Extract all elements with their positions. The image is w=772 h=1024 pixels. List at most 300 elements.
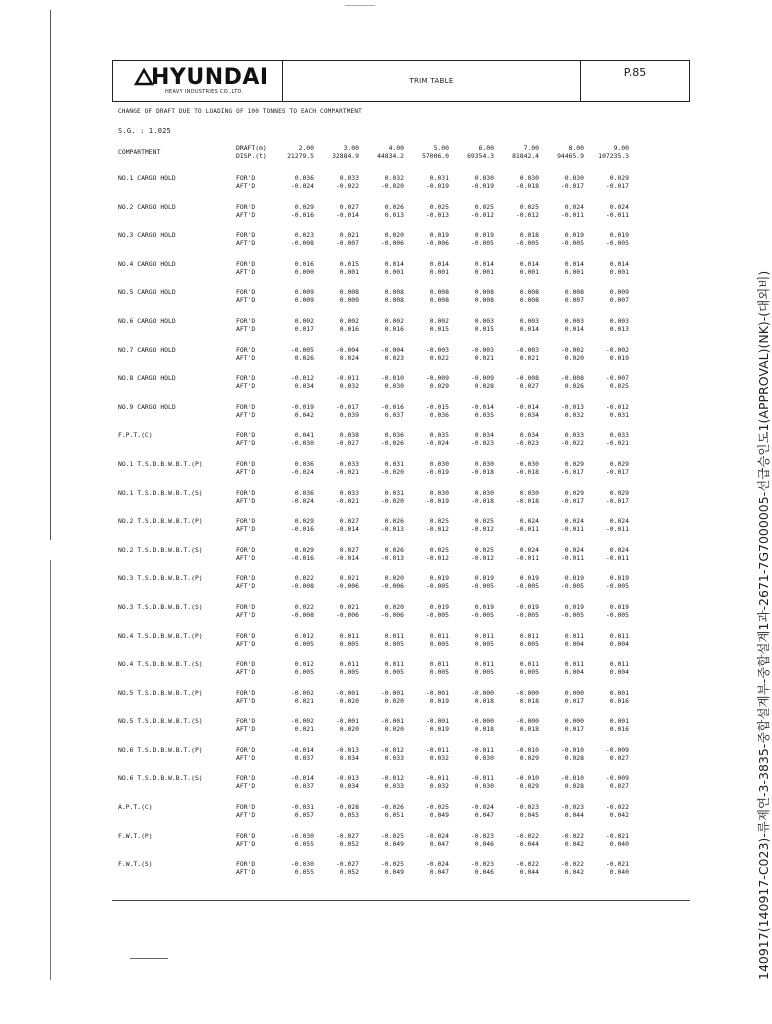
ford-value: -0.005 [290, 345, 314, 354]
compartment-name: NO.5 T.S.D.B.W.B.T.(P) [118, 688, 203, 697]
aftd-value: 0.018 [474, 725, 494, 734]
ford-value: 0.024 [519, 517, 539, 526]
aftd-value: -0.012 [470, 553, 494, 562]
ford-value: -0.004 [335, 345, 359, 354]
ford-value: 0.029 [564, 459, 584, 468]
aftd-value: -0.023 [515, 439, 539, 448]
aftd-value: 0.027 [609, 782, 629, 791]
draft-value: 3.00 [343, 144, 359, 152]
table-row [118, 546, 678, 575]
aftd-value: 0.019 [609, 353, 629, 362]
ford-value: 0.011 [474, 631, 494, 640]
ford-value: 0.025 [519, 202, 539, 211]
aftd-value: 0.001 [609, 267, 629, 276]
aftd-label: AFT'D [236, 582, 256, 591]
ford-value: 0.008 [564, 288, 584, 297]
ford-label: FOR'D [236, 688, 256, 697]
ford-value: 0.012 [294, 660, 314, 669]
ford-value: -0.028 [335, 803, 359, 812]
aftd-value: 0.033 [384, 753, 404, 762]
aftd-value: 0.037 [384, 410, 404, 419]
ford-value: 0.030 [474, 488, 494, 497]
aftd-value: 0.009 [339, 296, 359, 305]
aftd-value: 0.032 [429, 753, 449, 762]
aftd-value: 0.046 [474, 839, 494, 848]
ford-value: 0.014 [564, 259, 584, 268]
aftd-value: -0.011 [560, 525, 584, 534]
logo-subtext: HEAVY INDUSTRIES CO.,LTD. [165, 89, 244, 95]
ford-value: 0.002 [429, 316, 449, 325]
aftd-value: 0.032 [429, 782, 449, 791]
disp-value: 57006.0 [422, 152, 449, 160]
table-row [118, 860, 678, 889]
ford-value: -0.023 [470, 831, 494, 840]
ford-value: 0.027 [339, 202, 359, 211]
aftd-value: -0.005 [560, 582, 584, 591]
aftd-value: 0.005 [474, 639, 494, 648]
aftd-label: AFT'D [236, 610, 256, 619]
compartment-name: NO.5 CARGO HOLD [118, 288, 176, 297]
ford-value: 0.033 [339, 488, 359, 497]
compartment-name: F.W.T.(S) [118, 860, 153, 869]
aftd-value: 0.042 [564, 839, 584, 848]
ford-value: 0.041 [294, 431, 314, 440]
compartment-name: NO.2 CARGO HOLD [118, 202, 176, 211]
aftd-value: 0.019 [429, 725, 449, 734]
aftd-value: -0.005 [515, 582, 539, 591]
ford-value: 0.003 [474, 316, 494, 325]
ford-value: 0.019 [474, 231, 494, 240]
ford-value: -0.025 [380, 860, 404, 869]
ford-value: -0.012 [380, 774, 404, 783]
aftd-value: 0.032 [564, 410, 584, 419]
ford-value: 0.036 [294, 459, 314, 468]
ford-value: 0.015 [339, 259, 359, 268]
ford-value: -0.008 [560, 374, 584, 383]
aftd-value: -0.013 [425, 210, 449, 219]
aftd-label: AFT'D [236, 296, 256, 305]
ford-label: FOR'D [236, 631, 256, 640]
ford-value: 0.034 [474, 431, 494, 440]
ford-value: 0.000 [564, 688, 584, 697]
side-stamp-text: 140917(140917-C023)-류제연-3-3835-중합설계부-중합설계1과-2671-7G7000005-선급승인도1(APPROVAL)(NK)-(대외비) [756, 270, 771, 980]
table-row [118, 317, 678, 346]
table-row [118, 832, 678, 861]
ford-value: 0.029 [294, 202, 314, 211]
aftd-value: 0.047 [429, 868, 449, 877]
ford-value: 0.022 [294, 574, 314, 583]
ford-value: 0.014 [519, 259, 539, 268]
ford-value: 0.020 [384, 602, 404, 611]
scan-mark [130, 958, 168, 959]
table-row [118, 574, 678, 603]
aftd-value: 0.042 [294, 410, 314, 419]
draft-value: 5.00 [433, 144, 449, 152]
aftd-value: -0.014 [335, 525, 359, 534]
ford-value: -0.009 [605, 745, 629, 754]
aftd-value: 0.007 [609, 296, 629, 305]
aftd-value: 0.039 [339, 410, 359, 419]
compartment-name: NO.2 T.S.D.B.W.B.T.(S) [118, 545, 203, 554]
aftd-value: -0.017 [560, 496, 584, 505]
ford-value: 0.020 [384, 231, 404, 240]
ford-label: FOR'D [236, 517, 256, 526]
aftd-value: -0.019 [425, 467, 449, 476]
ford-value: 0.034 [519, 431, 539, 440]
ford-value: 0.019 [474, 602, 494, 611]
ford-value: 0.029 [294, 517, 314, 526]
ford-value: 0.014 [474, 259, 494, 268]
ford-value: 0.024 [564, 545, 584, 554]
ford-value: -0.000 [515, 717, 539, 726]
aftd-value: 0.018 [474, 696, 494, 705]
table-row [118, 260, 678, 289]
aftd-value: 0.017 [564, 725, 584, 734]
aftd-value: 0.049 [429, 811, 449, 820]
disp-value: 21279.5 [287, 152, 314, 160]
aftd-label: AFT'D [236, 725, 256, 734]
ford-value: 0.024 [609, 545, 629, 554]
ford-value: 0.021 [339, 574, 359, 583]
aftd-value: -0.017 [560, 467, 584, 476]
aftd-value: 0.033 [384, 782, 404, 791]
aftd-value: 0.001 [339, 267, 359, 276]
table-row [118, 632, 678, 661]
aftd-label: AFT'D [236, 525, 256, 534]
aftd-value: 0.053 [339, 811, 359, 820]
aftd-value: -0.011 [560, 553, 584, 562]
ford-label: FOR'D [236, 860, 256, 869]
table-row [118, 374, 678, 403]
ford-value: -0.012 [380, 745, 404, 754]
table-row [118, 660, 678, 689]
aftd-value: -0.017 [605, 467, 629, 476]
aftd-value: 0.021 [294, 696, 314, 705]
aftd-value: -0.020 [380, 496, 404, 505]
compartment-name: NO.7 CARGO HOLD [118, 345, 176, 354]
ford-value: -0.011 [425, 745, 449, 754]
aftd-value: 0.047 [429, 839, 449, 848]
aftd-value: -0.022 [335, 182, 359, 190]
ford-value: -0.013 [335, 774, 359, 783]
ford-label: FOR'D [236, 545, 256, 554]
aftd-value: 0.005 [294, 668, 314, 677]
ford-value: -0.000 [470, 717, 494, 726]
aftd-value: 0.016 [339, 324, 359, 333]
ford-label: FOR'D [236, 803, 256, 812]
ford-value: 0.011 [474, 660, 494, 669]
aftd-label: AFT'D [236, 553, 256, 562]
aftd-value: 0.014 [564, 324, 584, 333]
table-row [118, 774, 678, 803]
ford-label: FOR'D [236, 745, 256, 754]
aftd-value: -0.006 [335, 610, 359, 619]
aftd-value: 0.047 [474, 811, 494, 820]
draft-value: 8.00 [568, 144, 584, 152]
ford-value: 0.025 [474, 517, 494, 526]
aftd-value: -0.005 [560, 610, 584, 619]
table-row [118, 603, 678, 632]
compartment-name: NO.4 CARGO HOLD [118, 259, 176, 268]
ford-value: 0.038 [339, 431, 359, 440]
aftd-value: 0.055 [294, 839, 314, 848]
ford-value: 0.032 [384, 174, 404, 182]
aftd-value: -0.006 [425, 239, 449, 248]
compartment-name: NO.3 CARGO HOLD [118, 231, 176, 240]
ford-value: -0.012 [605, 402, 629, 411]
ford-value: 0.024 [609, 517, 629, 526]
ford-value: -0.001 [380, 688, 404, 697]
ford-value: -0.031 [290, 803, 314, 812]
ford-value: -0.009 [470, 374, 494, 383]
ford-value: 0.011 [609, 631, 629, 640]
ford-value: -0.001 [425, 717, 449, 726]
aftd-value: 0.034 [339, 782, 359, 791]
ford-label: FOR'D [236, 574, 256, 583]
draft-value: 2.00 [298, 144, 314, 152]
ford-value: 0.033 [339, 459, 359, 468]
aftd-value: 0.030 [384, 382, 404, 391]
aftd-value: 0.037 [294, 753, 314, 762]
ford-value: -0.014 [515, 402, 539, 411]
aftd-value: -0.018 [515, 182, 539, 190]
aftd-label: AFT'D [236, 439, 256, 448]
aftd-value: -0.014 [335, 210, 359, 219]
aftd-value: 0.005 [429, 668, 449, 677]
ford-label: FOR'D [236, 288, 256, 297]
aftd-value: -0.024 [290, 467, 314, 476]
ford-label: FOR'D [236, 602, 256, 611]
table-row [118, 717, 678, 746]
ford-value: 0.029 [609, 459, 629, 468]
aftd-label: AFT'D [236, 639, 256, 648]
aftd-value: 0.037 [294, 782, 314, 791]
aftd-value: 0.021 [519, 353, 539, 362]
disp-value: 81842.4 [512, 152, 539, 160]
draft-value: 9.00 [613, 144, 629, 152]
aftd-label: AFT'D [236, 267, 256, 276]
ford-value: 0.019 [564, 602, 584, 611]
aftd-value: 0.045 [519, 811, 539, 820]
aftd-label: AFT'D [236, 496, 256, 505]
compartment-name: NO.6 CARGO HOLD [118, 316, 176, 325]
aftd-value: -0.005 [470, 610, 494, 619]
aftd-label: AFT'D [236, 668, 256, 677]
aftd-value: 0.042 [609, 811, 629, 820]
ford-value: 0.008 [384, 288, 404, 297]
aftd-label: AFT'D [236, 753, 256, 762]
aftd-label: AFT'D [236, 696, 256, 705]
aftd-value: 0.020 [339, 696, 359, 705]
ford-value: 0.014 [384, 259, 404, 268]
ford-value: -0.027 [335, 860, 359, 869]
ford-value: 0.011 [609, 660, 629, 669]
aftd-value: 0.025 [609, 382, 629, 391]
aftd-label: AFT'D [236, 467, 256, 476]
ford-value: -0.010 [515, 745, 539, 754]
aftd-value: -0.012 [470, 525, 494, 534]
ford-value: -0.011 [335, 374, 359, 383]
ford-value: -0.004 [380, 345, 404, 354]
specific-gravity: S.G. : 1.025 [118, 127, 171, 135]
compartment-name: F.W.T.(P) [118, 831, 153, 840]
aftd-value: -0.019 [425, 182, 449, 190]
aftd-value: 0.051 [384, 811, 404, 820]
compartment-name: NO.6 T.S.D.B.W.B.T.(S) [118, 774, 203, 783]
aftd-value: 0.017 [564, 696, 584, 705]
ford-value: 0.025 [474, 202, 494, 211]
ford-value: -0.024 [470, 803, 494, 812]
aftd-value: -0.005 [560, 239, 584, 248]
aftd-value: -0.014 [335, 553, 359, 562]
ford-value: 0.014 [609, 259, 629, 268]
ford-value: -0.024 [425, 860, 449, 869]
ford-label: FOR'D [236, 459, 256, 468]
ford-value: -0.011 [470, 745, 494, 754]
aftd-value: -0.011 [560, 210, 584, 219]
ford-value: -0.027 [335, 831, 359, 840]
ford-value: 0.011 [519, 631, 539, 640]
aftd-label: AFT'D [236, 353, 256, 362]
compartment-name: NO.3 T.S.D.B.W.B.T.(P) [118, 574, 203, 583]
ford-value: 0.036 [294, 488, 314, 497]
ford-value: 0.008 [519, 288, 539, 297]
ford-value: 0.036 [294, 174, 314, 182]
aftd-value: 0.005 [429, 639, 449, 648]
compartment-name: NO.4 T.S.D.B.W.B.T.(S) [118, 660, 203, 669]
aftd-value: 0.007 [564, 296, 584, 305]
aftd-value: 0.036 [429, 410, 449, 419]
aftd-value: 0.004 [564, 668, 584, 677]
ford-value: 0.023 [294, 231, 314, 240]
compartment-name: F.P.T.(C) [118, 431, 153, 440]
aftd-value: 0.020 [384, 725, 404, 734]
aftd-value: -0.019 [425, 496, 449, 505]
ford-value: 0.025 [474, 545, 494, 554]
aftd-value: -0.017 [605, 496, 629, 505]
ford-value: 0.035 [429, 431, 449, 440]
ford-value: -0.003 [470, 345, 494, 354]
aftd-value: -0.017 [605, 182, 629, 190]
ford-value: -0.000 [470, 688, 494, 697]
ford-label: FOR'D [236, 831, 256, 840]
footer-rule [112, 900, 690, 901]
aftd-value: 0.005 [519, 668, 539, 677]
ford-value: 0.011 [339, 660, 359, 669]
aftd-value: -0.016 [290, 210, 314, 219]
ford-value: 0.030 [519, 174, 539, 182]
aftd-value: 0.009 [294, 296, 314, 305]
compartment-name: NO.8 CARGO HOLD [118, 374, 176, 383]
aftd-value: 0.004 [609, 639, 629, 648]
ford-value: 0.025 [429, 545, 449, 554]
ford-label: FOR'D [236, 202, 256, 211]
aftd-value: -0.006 [380, 610, 404, 619]
ford-value: -0.015 [425, 402, 449, 411]
aftd-value: -0.022 [560, 439, 584, 448]
table-row [118, 203, 678, 232]
ford-value: 0.011 [429, 660, 449, 669]
aftd-label: AFT'D [236, 410, 256, 419]
ford-value: -0.009 [425, 374, 449, 383]
aftd-value: 0.013 [609, 324, 629, 333]
table-row [118, 403, 678, 432]
aftd-value: 0.008 [429, 296, 449, 305]
ford-value: 0.002 [294, 316, 314, 325]
draft-label: DRAFT(m) [236, 144, 267, 152]
compartment-name: NO.2 T.S.D.B.W.B.T.(P) [118, 517, 203, 526]
table-row [118, 288, 678, 317]
aftd-value: 0.040 [609, 868, 629, 877]
disp-value: 69354.3 [467, 152, 494, 160]
ford-value: -0.021 [605, 831, 629, 840]
aftd-value: 0.016 [384, 324, 404, 333]
ford-value: 0.025 [429, 517, 449, 526]
ford-value: 0.029 [564, 488, 584, 497]
ford-value: 0.030 [519, 459, 539, 468]
ford-value: 0.000 [564, 717, 584, 726]
aftd-value: 0.005 [294, 639, 314, 648]
aftd-value: 0.001 [564, 267, 584, 276]
aftd-value: 0.028 [474, 382, 494, 391]
aftd-value: -0.006 [380, 239, 404, 248]
ford-label: FOR'D [236, 431, 256, 440]
document-header [112, 60, 690, 102]
ford-value: 0.019 [609, 231, 629, 240]
ford-value: -0.008 [515, 374, 539, 383]
ford-value: 0.029 [294, 545, 314, 554]
ford-value: 0.011 [429, 631, 449, 640]
ford-value: 0.014 [429, 259, 449, 268]
aftd-value: -0.011 [605, 525, 629, 534]
ford-value: -0.023 [470, 860, 494, 869]
ford-value: 0.021 [339, 602, 359, 611]
ford-value: 0.024 [564, 517, 584, 526]
aftd-value: -0.013 [380, 525, 404, 534]
aftd-value: -0.006 [380, 582, 404, 591]
disp-value: 94465.9 [557, 152, 584, 160]
ford-value: -0.022 [560, 831, 584, 840]
ford-value: 0.021 [339, 231, 359, 240]
aftd-value: 0.001 [474, 267, 494, 276]
aftd-value: -0.005 [425, 582, 449, 591]
ford-value: -0.025 [425, 803, 449, 812]
ford-value: -0.010 [515, 774, 539, 783]
ford-value: 0.011 [339, 631, 359, 640]
side-stamp [738, 210, 771, 980]
aftd-value: 0.005 [339, 668, 359, 677]
ford-value: 0.033 [339, 174, 359, 182]
ford-value: -0.011 [425, 774, 449, 783]
table-row [118, 489, 678, 518]
aftd-value: -0.030 [290, 439, 314, 448]
ford-value: -0.001 [335, 688, 359, 697]
aftd-value: 0.026 [564, 382, 584, 391]
ford-value: 0.019 [564, 231, 584, 240]
ford-value: 0.019 [519, 574, 539, 583]
ford-label: FOR'D [236, 488, 256, 497]
ford-value: 0.033 [564, 431, 584, 440]
aftd-value: -0.011 [605, 553, 629, 562]
ford-value: 0.026 [384, 545, 404, 554]
ford-value: -0.003 [515, 345, 539, 354]
aftd-value: -0.005 [470, 582, 494, 591]
ford-value: -0.010 [560, 745, 584, 754]
ford-value: -0.022 [605, 803, 629, 812]
table-row [118, 517, 678, 546]
aftd-value: 0.014 [519, 324, 539, 333]
aftd-value: 0.027 [519, 382, 539, 391]
